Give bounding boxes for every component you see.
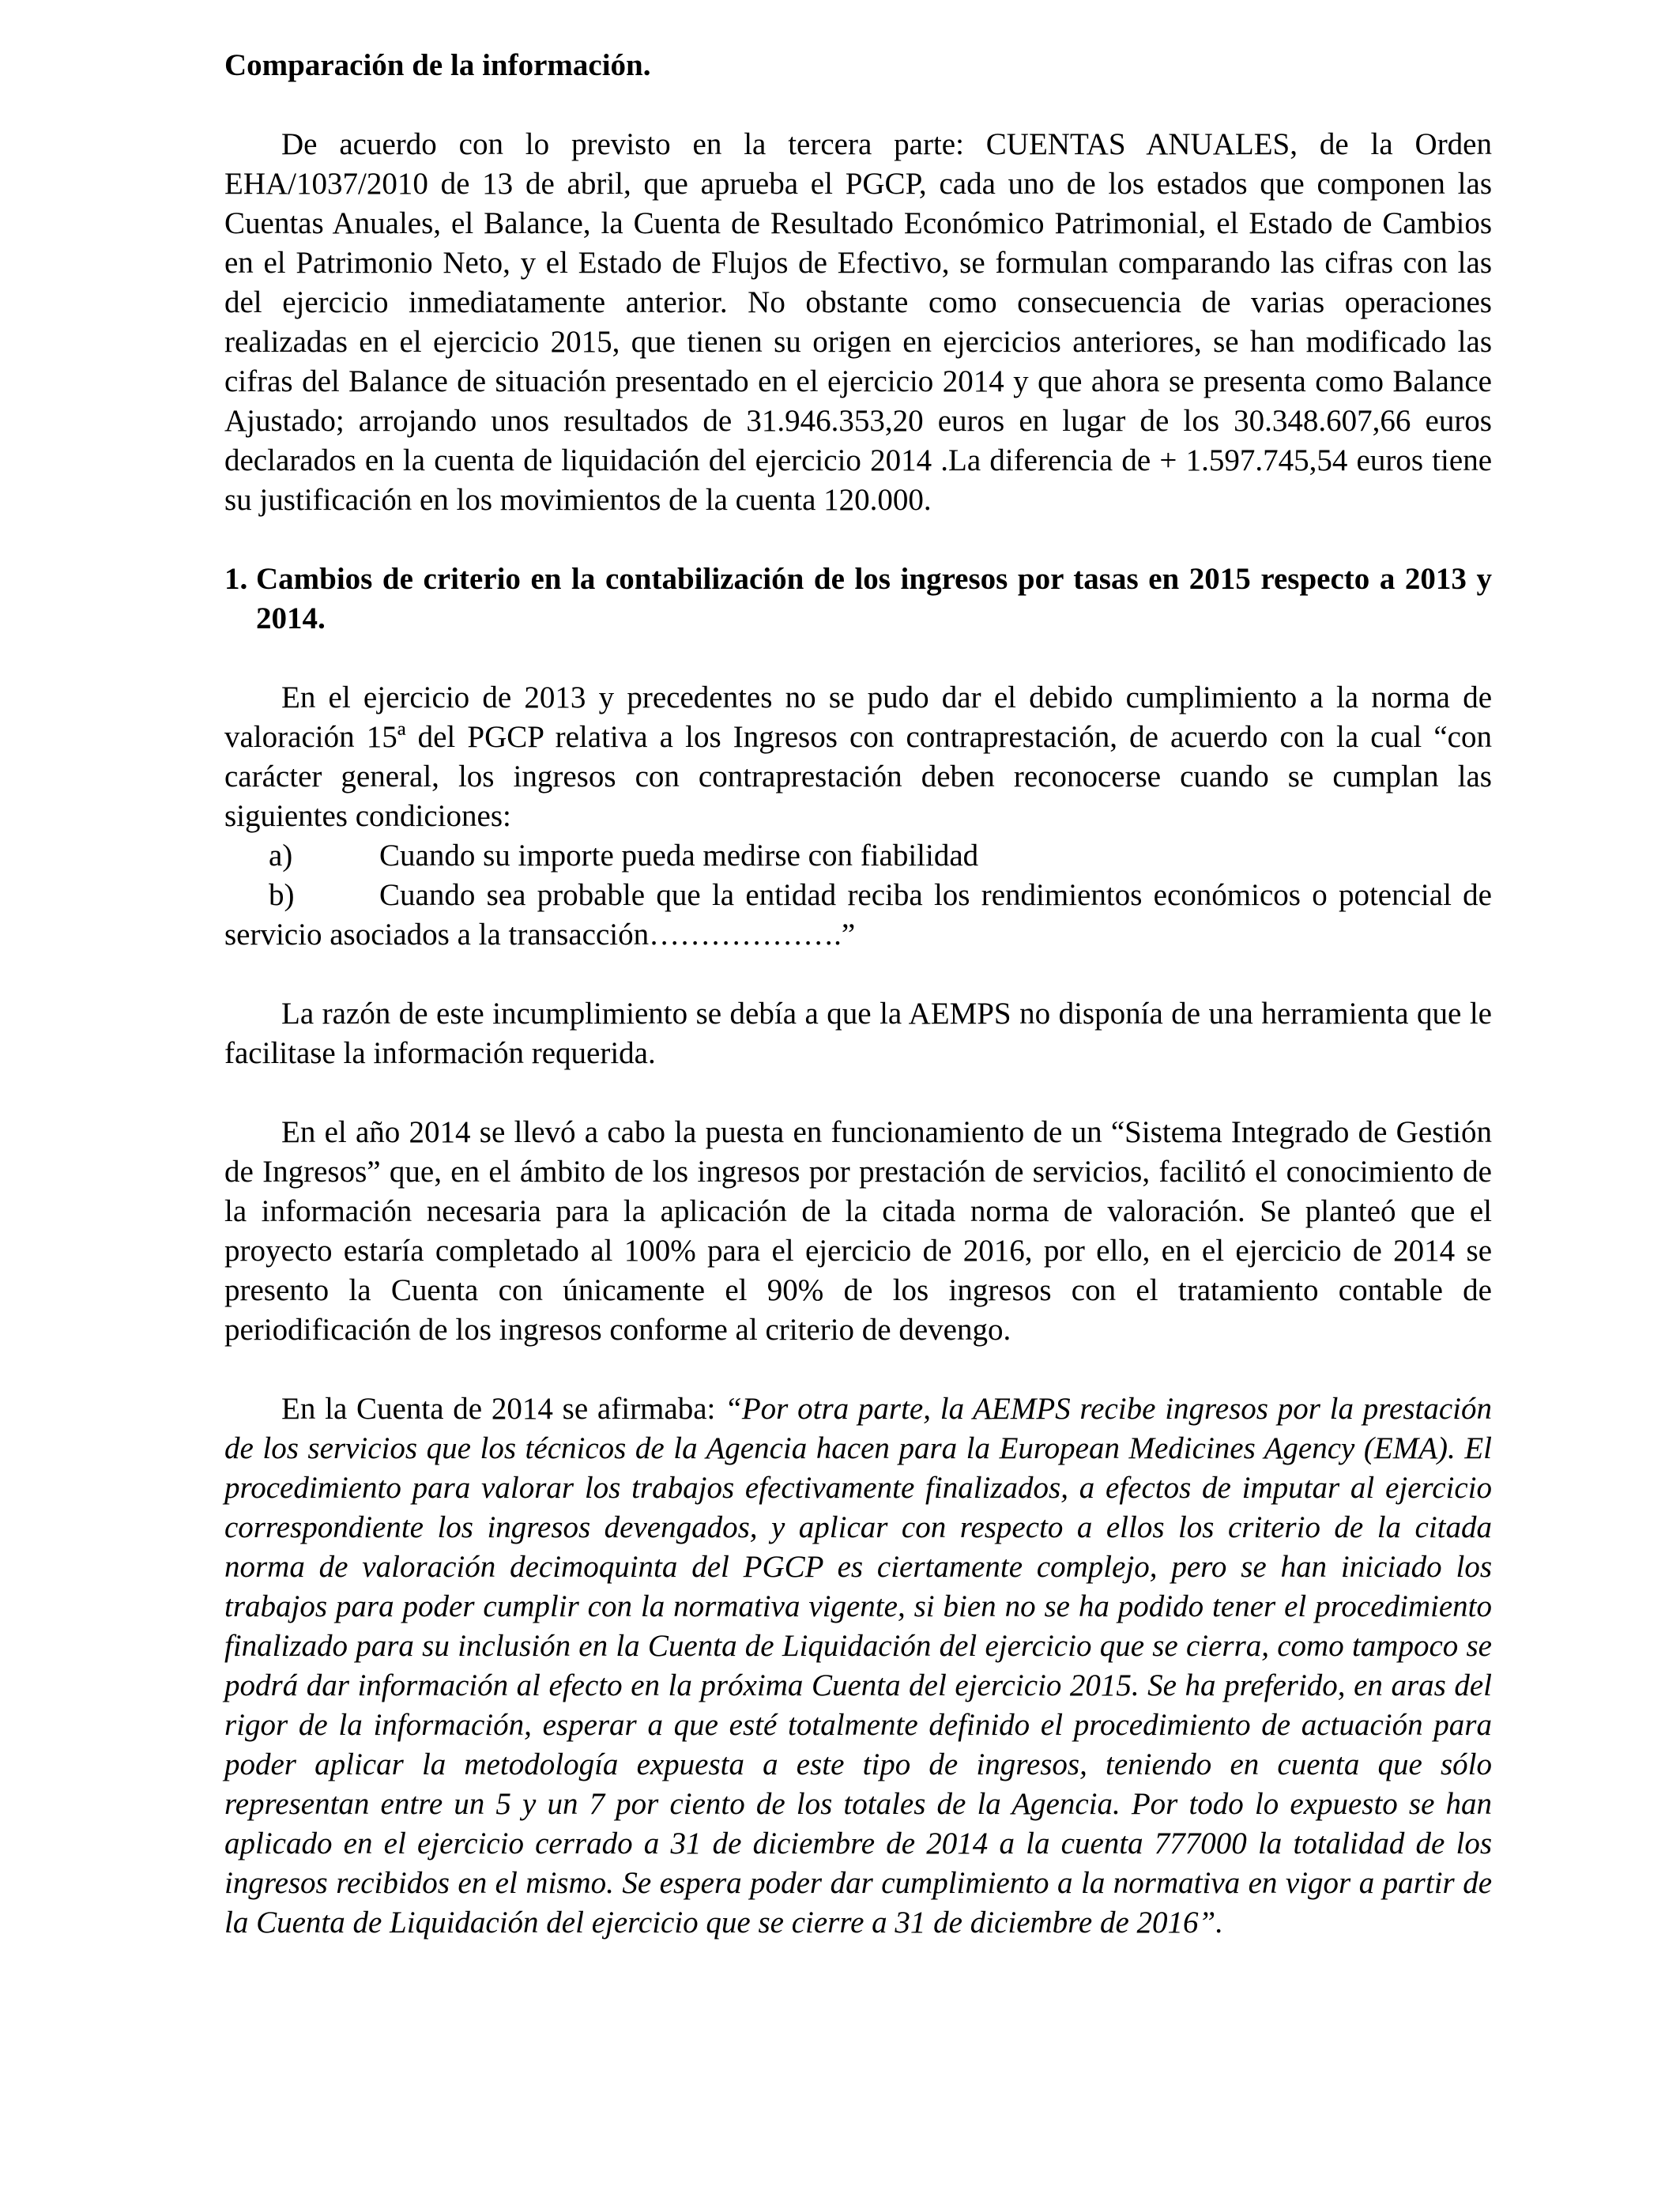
quote-text: “Por otra parte, la AEMPS recibe ingresos por la prestación de los servicios que los técnicos de la Agencia hacen para la European Medicines Agency (EMA). El procedimiento para valorar los trabajos efectivamente finalizados, a efectos de imputar al ejercicio correspondiente los ingresos devengados, y aplicar con respecto a ellos los criterio de la citada norma de valoración decimoquinta del PGCP es ciertamente complejo, pero se han iniciado los trabajos para poder cumplir con la normativa vigente, si bien no se ha podido tener el procedimiento finalizado para su inclusión en la Cuenta de Liquidación del ejercicio que se cierra, como tampoco se podrá dar información al efecto en la próxima Cuenta del ejercicio 2015. Se ha preferido, en aras del rigor de la información, esperar a que esté totalmente definido el procedimiento de actuación para poder aplicar la metodología expuesta a este tipo de ingresos, teniendo en cuenta que sólo representan entre un 5 y un 7 por ciento de los totales de la Agencia. Por todo lo expuesto se han aplicado en el ejercicio cerrado a 31 de diciembre de 2014 a la cuenta 777000 la totalidad de los ingresos recibidos en el mismo. Se espera poder dar cumplimiento a la normativa en vigor a partir de la Cuenta de Liquidación del ejercicio que se cierre a 31 de diciembre de 2016”.	[224, 1392, 1492, 1940]
list-marker: b)	[269, 878, 295, 912]
page-title: Comparación de la información.	[224, 48, 651, 82]
section-heading	[224, 560, 1492, 639]
quote-lead: En la Cuenta de 2014 se afirmaba:	[281, 1392, 725, 1426]
intro-paragraph: De acuerdo con lo previsto en la tercera parte: CUENTAS ANUALES, de la Orden EHA/1037/2010 de 13 de abril, que aprueba el PGCP, cada uno de los estados que componen las Cuentas Anuales, el Balance, la Cuenta de Resultado Económico Patrimonial, el Estado de Cambios en el Patrimonio Neto, y el Estado de Flujos de Efectivo, se formulan comparando las cifras con las del ejercicio inmediatamente anterior. No obstante como consecuencia de varias operaciones realizadas en el ejercicio 2015, que tienen su origen en ejercicios anteriores, se han modificado las cifras del Balance de situación presentado en el ejercicio 2014 y que ahora se presenta como Balance Ajustado; arrojando unos resultados de 31.946.353,20 euros en lugar de los 30.348.607,66 euros declarados en la cuenta de liquidación del ejercicio 2014 .La diferencia de + 1.597.745,54 euros tiene su justificación en los movimientos de la cuenta 120.000.	[224, 127, 1492, 517]
list-item-text: Cuando sea probable que la entidad reciba los rendimientos económicos o potencial de servicio asociados a la transacción……………….”	[224, 878, 1492, 952]
section-paragraph-1: En el ejercicio de 2013 y precedentes no se pudo dar el debido cumplimiento a la norma de valoración 15ª del PGCP relativa a los Ingresos con contraprestación, de acuerdo con la cual “con carácter general, los ingresos con contraprestación deben reconocerse cuando se cumplan las siguientes condiciones:	[224, 680, 1492, 833]
list-item	[224, 836, 1492, 876]
section-title: Cambios de criterio en la contabilización de los ingresos por tasas en 2015 respecto a 2013 y 2014.	[256, 562, 1492, 635]
section-paragraph-2: La razón de este incumplimiento se debía a que la AEMPS no disponía de una herramienta que le facilitase la información requerida.	[224, 997, 1492, 1070]
list-item	[224, 876, 1492, 955]
document-page	[224, 46, 1492, 1943]
section-paragraph-4	[224, 1389, 1492, 1943]
list-marker: a)	[269, 839, 293, 873]
list-item-text: Cuando su importe pueda medirse con fiabilidad	[379, 839, 979, 873]
section-number: 1.	[224, 562, 248, 596]
section-paragraph-3: En el año 2014 se llevó a cabo la puesta en funcionamiento de un “Sistema Integrado de Gestión de Ingresos” que, en el ámbito de los ingresos por prestación de servicios, facilitó el conocimiento de la información necesaria para la aplicación de la citada norma de valoración. Se planteó que el proyecto estaría completado al 100% para el ejercicio de 2016, por ello, en el ejercicio de 2014 se presento la Cuenta con únicamente el 90% de los ingresos con el tratamiento contable de periodificación de los ingresos conforme al criterio de devengo.	[224, 1115, 1492, 1347]
